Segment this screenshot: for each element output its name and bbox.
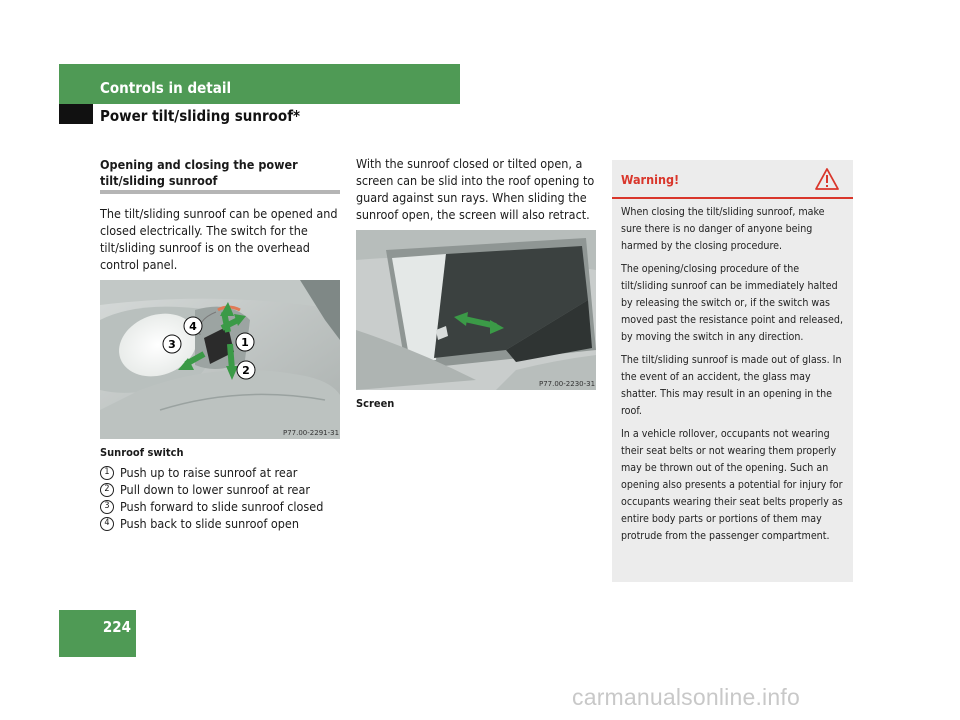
list-item [100,464,340,481]
svg-text:2: 2 [242,364,250,377]
page-number: 224 [102,618,131,636]
warning-triangle-icon [815,168,839,190]
figure-code: P77.00-2230-31 [539,380,596,388]
step-number: 4 [100,517,114,531]
procedure-heading: Opening and closing the power tilt/sliding sunroof [100,157,298,188]
callout-3 [163,335,181,353]
warning-paragraph: The opening/closing procedure of the tilt/sliding sunroof can be immediately halted by releasing the switch or, if the switch was moved past the resistance point and released, by moving the switch in any direction. [621,263,843,343]
list-item [100,515,340,532]
callout-2 [237,361,255,379]
svg-text:4: 4 [189,320,197,333]
sunroof-switch-figure [100,280,340,439]
warning-paragraph: When closing the tilt/sliding sunroof, make sure there is no danger of anyone being harmed by the closing procedure. [621,206,825,252]
subsection-title: Power tilt/sliding sunroof* [100,107,301,125]
step-number: 2 [100,483,114,497]
header-marker [59,104,93,124]
warning-paragraph: The tilt/sliding sunroof is made out of glass. In the event of an accident, the glass may shatter. This may result in an opening in the roof. [621,354,842,417]
callout-1 [236,333,254,351]
step-number: 3 [100,500,114,514]
warning-rule [612,197,853,199]
callout-4 [184,317,202,335]
step-text: Push back to slide sunroof open [120,516,299,531]
list-item [100,481,340,498]
figure-caption: Screen [356,397,395,410]
sunroof-screen-figure [356,230,596,390]
step-text: Pull down to lower sunroof at rear [120,482,310,497]
svg-text:3: 3 [168,338,176,351]
warning-title: Warning! [621,172,680,187]
figure-caption: Sunroof switch [100,446,184,459]
step-number: 1 [100,466,114,480]
list-item [100,498,340,515]
warning-body [621,204,847,551]
warning-paragraph: In a vehicle rollover, occupants not wearing their seat belts or not wearing them properly may be thrown out of the opening. Such an opening also presents a potential for injury for occupants wearing their seat belts properly as entire body parts or portions of them may protrude from the passenger compartment. [621,428,843,542]
figure-code: P77.00-2291-31 [283,429,340,437]
step-text: Push up to raise sunroof at rear [120,465,298,480]
intro-paragraph: The tilt/sliding sunroof can be opened and closed electrically. The switch for the tilt/sliding sunroof is on the overhead control panel. [100,206,338,272]
heading-rule [100,190,340,194]
screen-paragraph: With the sunroof closed or tilted open, a screen can be slid into the roof opening to guard against sun rays. When sliding the sunroof open, the screen will also retract. [356,156,595,222]
watermark: carmanualsonline.info [572,684,800,710]
step-text: Push forward to slide sunroof closed [120,499,324,514]
steps-list [100,464,340,532]
svg-text:1: 1 [241,336,249,349]
section-title: Controls in detail [100,79,232,97]
